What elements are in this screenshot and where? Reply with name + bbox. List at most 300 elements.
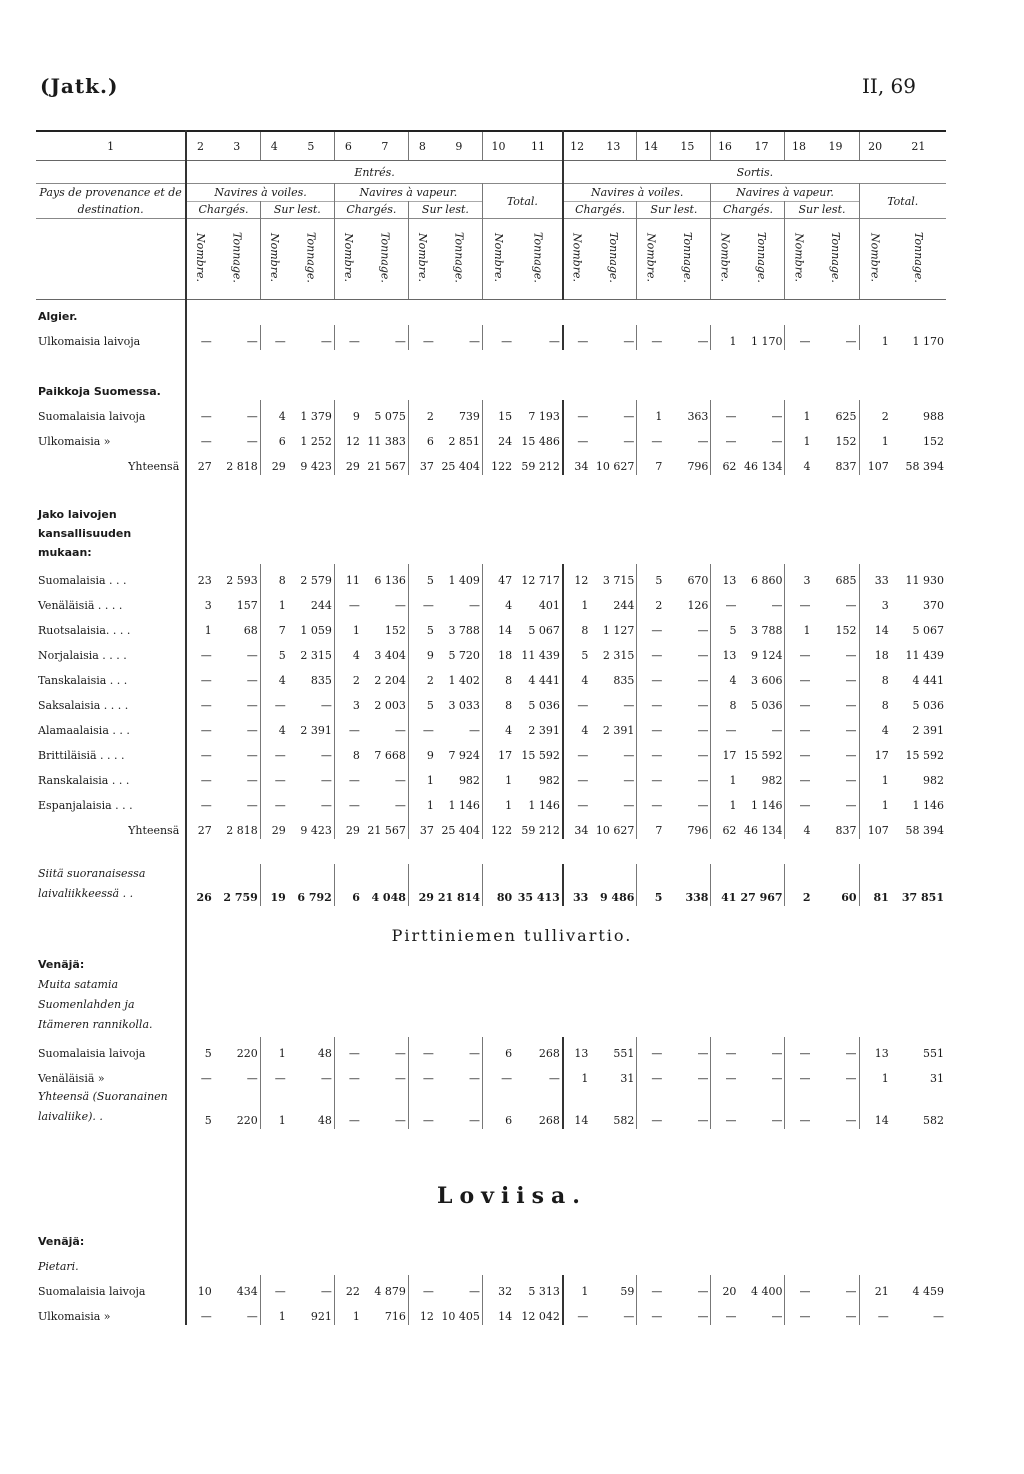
spacer-row xyxy=(36,475,946,500)
tonnage-header xyxy=(891,219,946,300)
table-row xyxy=(36,789,946,814)
cell-value: — xyxy=(812,1300,859,1325)
cell-value: — xyxy=(288,739,335,764)
cell-value: 17 xyxy=(498,749,513,762)
row-label: Ulkomaisia » xyxy=(36,425,186,450)
cell-value: 685 xyxy=(812,564,859,589)
cell-value: 48 xyxy=(288,1087,335,1129)
cell-value: 921 xyxy=(288,1300,335,1325)
cell-value: — xyxy=(348,599,360,612)
cell-value: — xyxy=(200,410,212,423)
column-number: 10 xyxy=(482,131,514,161)
cell-value: — xyxy=(274,774,286,787)
cell-value: — xyxy=(501,1072,513,1085)
cell-value: — xyxy=(725,435,737,448)
cell-value: 1 127 xyxy=(590,614,637,639)
cell-value: 3 033 xyxy=(436,689,483,714)
cell-value: 4 048 xyxy=(362,864,409,906)
column-number: 17 xyxy=(738,131,785,161)
cell-value: 10 405 xyxy=(436,1300,483,1325)
cell-value: — xyxy=(200,674,212,687)
cell-value: 2 391 xyxy=(912,724,944,737)
cell-value: 80 xyxy=(496,891,513,904)
cell-value: — xyxy=(725,1072,737,1085)
cell-value: — xyxy=(501,335,513,348)
cell-value: — xyxy=(651,435,663,448)
cell-value: — xyxy=(812,739,859,764)
tonnage-header xyxy=(214,219,261,300)
column-number: 2 xyxy=(186,131,214,161)
cell-value: — xyxy=(422,599,434,612)
tonnage-header xyxy=(664,219,711,300)
cell-value: 9 423 xyxy=(288,450,335,475)
surlest-label: Sur lest. xyxy=(408,201,482,219)
nombre-label: Nombre. xyxy=(718,233,732,282)
cell-value: 670 xyxy=(664,564,711,589)
cell-value: 796 xyxy=(664,450,711,475)
cell-value: 8 xyxy=(581,624,589,637)
table-row xyxy=(36,689,946,714)
table-row xyxy=(36,1062,946,1087)
cell-value: 6 xyxy=(505,1114,513,1127)
cell-value: 6 xyxy=(352,891,360,904)
cell-value: 4 xyxy=(581,724,589,737)
cell-value: — xyxy=(590,689,637,714)
cell-value: 982 xyxy=(738,764,785,789)
cell-value: — xyxy=(200,649,212,662)
cell-value: 7 193 xyxy=(514,400,563,425)
column-number: 19 xyxy=(812,131,859,161)
column-number: 12 xyxy=(563,131,591,161)
entres-total: Total. xyxy=(482,184,562,219)
cell-value: 19 xyxy=(270,891,286,904)
cell-value: — xyxy=(200,435,212,448)
cell-value: 1 xyxy=(204,624,212,637)
cell-value: — xyxy=(725,724,737,737)
cell-value: 6 136 xyxy=(362,564,409,589)
cell-value: 582 xyxy=(590,1087,637,1129)
cell-value: — xyxy=(799,1285,811,1298)
cell-value: — xyxy=(200,335,212,348)
cell-value: 5 036 xyxy=(738,689,785,714)
cell-value: — xyxy=(422,1072,434,1085)
cell-value: 2 204 xyxy=(362,664,409,689)
nombre-header xyxy=(637,219,665,300)
cell-value: 1 xyxy=(426,799,434,812)
cell-value: — xyxy=(799,724,811,737)
cell-value: — xyxy=(664,639,711,664)
cell-value: 152 xyxy=(923,435,944,448)
cell-value: 1 xyxy=(581,1072,589,1085)
cell-value: — xyxy=(577,435,589,448)
cell-value: — xyxy=(422,1047,434,1060)
cell-value: 1 xyxy=(803,624,811,637)
cell-value: 1 xyxy=(426,774,434,787)
nombre-label: Nombre. xyxy=(194,233,207,282)
cell-value: 1 xyxy=(729,799,737,812)
cell-value: — xyxy=(664,664,711,689)
cell-value: 363 xyxy=(664,400,711,425)
cell-value: 1 146 xyxy=(738,789,785,814)
loviisa-title: Loviisa. xyxy=(437,1183,587,1209)
table-row xyxy=(36,714,946,739)
cell-value: 551 xyxy=(923,1047,944,1060)
cell-value: 58 394 xyxy=(905,460,944,473)
nombre-label: Nombre. xyxy=(792,233,806,282)
cell-value: 982 xyxy=(436,764,483,789)
cell-value: — xyxy=(799,674,811,687)
cell-value: 7 924 xyxy=(436,739,483,764)
cell-value: — xyxy=(799,1047,811,1060)
row-label: Brittiläisiä . . . . xyxy=(36,739,186,764)
cell-value: 11 xyxy=(345,574,360,587)
cell-value: — xyxy=(288,1275,335,1300)
column-number: 14 xyxy=(637,131,665,161)
cell-value: 9 423 xyxy=(288,814,335,839)
cell-value: 1 xyxy=(505,774,513,787)
cell-value: — xyxy=(738,1087,785,1129)
nombre-header xyxy=(482,219,514,300)
cell-value: 11 439 xyxy=(905,649,944,662)
cell-value: — xyxy=(664,1275,711,1300)
cell-value: 8 xyxy=(505,674,513,687)
cell-value: 5 313 xyxy=(514,1275,563,1300)
cell-value: — xyxy=(214,789,261,814)
row-label: Yhteensä xyxy=(36,814,186,839)
cell-value: 4 xyxy=(278,674,286,687)
cell-value: 1 379 xyxy=(288,400,335,425)
cell-value: — xyxy=(651,335,663,348)
cell-value: 6 860 xyxy=(738,564,785,589)
column-number: 8 xyxy=(408,131,436,161)
nombre-label: Nombre. xyxy=(570,233,584,282)
cell-value: — xyxy=(799,799,811,812)
cell-value: 12 xyxy=(345,435,360,448)
cell-value: 107 xyxy=(867,460,889,473)
cell-value: 7 xyxy=(655,824,663,837)
cell-value: 27 xyxy=(197,824,212,837)
cell-value: — xyxy=(664,764,711,789)
cell-value: 6 xyxy=(505,1047,513,1060)
cell-value: — xyxy=(214,325,261,350)
cell-value: — xyxy=(725,599,737,612)
cell-value: 152 xyxy=(812,614,859,639)
cell-value: — xyxy=(200,774,212,787)
cell-value: — xyxy=(799,699,811,712)
cell-value: 62 xyxy=(722,460,737,473)
cell-value: 1 xyxy=(352,624,360,637)
cell-value: 2 003 xyxy=(362,689,409,714)
cell-value: — xyxy=(651,799,663,812)
cell-value: 3 715 xyxy=(590,564,637,589)
cell-value: 25 404 xyxy=(436,450,483,475)
cell-value: 4 xyxy=(581,674,589,687)
cell-value: 2 818 xyxy=(214,814,261,839)
cell-value: 5 xyxy=(426,574,434,587)
cell-value: — xyxy=(422,1285,434,1298)
cell-value: 2 315 xyxy=(590,639,637,664)
cell-value: — xyxy=(436,1037,483,1062)
cell-value: — xyxy=(577,774,589,787)
cell-value: 837 xyxy=(812,450,859,475)
cell-value: — xyxy=(214,664,261,689)
cell-value: 8 xyxy=(881,674,889,687)
cell-value: 18 xyxy=(874,649,889,662)
table-row xyxy=(36,564,946,589)
cell-value: — xyxy=(812,1275,859,1300)
cell-value: 22 xyxy=(345,1285,360,1298)
cell-value: — xyxy=(799,335,811,348)
cell-value: 152 xyxy=(812,425,859,450)
sortis-voiles: Navires à voiles. xyxy=(563,184,711,202)
cell-value: 1 170 xyxy=(738,325,785,350)
nombre-header xyxy=(563,219,591,300)
section-paikkoja: Paikkoja Suomessa. xyxy=(36,375,946,400)
cell-value: — xyxy=(288,1062,335,1087)
cell-value: — xyxy=(348,335,360,348)
cell-value: — xyxy=(200,1072,212,1085)
cell-value: — xyxy=(288,325,335,350)
cell-value: 21 814 xyxy=(436,864,483,906)
cell-value: 1 146 xyxy=(514,789,563,814)
table-row xyxy=(36,764,946,789)
cell-value: 37 851 xyxy=(901,891,944,904)
cell-value: 1 xyxy=(278,599,286,612)
cell-value: 370 xyxy=(923,599,944,612)
sortis-total: Total. xyxy=(859,184,946,219)
cell-value: — xyxy=(651,749,663,762)
cell-value: — xyxy=(812,639,859,664)
cell-value: 13 xyxy=(574,1047,589,1060)
cell-value: 982 xyxy=(923,774,944,787)
row-label: Norjalaisia . . . . xyxy=(36,639,186,664)
charges-label: Chargés. xyxy=(186,201,260,219)
cell-value: 9 xyxy=(426,649,434,662)
cell-value: — xyxy=(738,425,785,450)
cell-value: — xyxy=(348,724,360,737)
cell-value: 716 xyxy=(362,1300,409,1325)
cell-value: 2 579 xyxy=(288,564,335,589)
tonnage-label: Tonnage. xyxy=(911,232,925,283)
cell-value: — xyxy=(577,699,589,712)
cell-value: 5 xyxy=(426,699,434,712)
cell-value: 5 067 xyxy=(912,624,944,637)
nombre-label: Nombre. xyxy=(868,233,882,282)
cell-value: — xyxy=(577,1310,589,1323)
cell-value: — xyxy=(799,649,811,662)
sortis-header: Sortis. xyxy=(736,165,774,179)
row-label: Espanjalaisia . . . xyxy=(36,789,186,814)
cell-value: 835 xyxy=(288,664,335,689)
cell-value: — xyxy=(799,1114,811,1127)
cell-value: 5 xyxy=(581,649,589,662)
row-label: Saksalaisia . . . . xyxy=(36,689,186,714)
cell-value: — xyxy=(274,749,286,762)
row-label: Tanskalaisia . . . xyxy=(36,664,186,689)
cell-value: — xyxy=(651,724,663,737)
cell-value: 9 486 xyxy=(590,864,637,906)
cell-value: — xyxy=(812,325,859,350)
cell-value: — xyxy=(738,589,785,614)
cell-value: — xyxy=(362,1062,409,1087)
cell-value: 14 xyxy=(574,1114,589,1127)
cell-value: 2 315 xyxy=(288,639,335,664)
cell-value: 46 134 xyxy=(738,814,785,839)
cell-value: 14 xyxy=(874,1114,889,1127)
charges-label: Chargés. xyxy=(563,201,637,219)
nombre-tonnage-row xyxy=(36,219,946,300)
cell-value: 4 xyxy=(505,599,513,612)
cell-value: — xyxy=(738,714,785,739)
cell-value: 1 xyxy=(881,1072,889,1085)
entres-vapeur: Navires à vapeur. xyxy=(334,184,482,202)
row-label: Ulkomaisia » xyxy=(36,1300,186,1325)
cell-value: — xyxy=(738,1300,785,1325)
tonnage-label: Tonnage. xyxy=(531,232,545,283)
cell-value: 1 xyxy=(581,599,589,612)
column-number: 1 xyxy=(36,131,186,161)
cell-value: — xyxy=(577,410,589,423)
cell-value: 5 xyxy=(729,624,737,637)
cell-value: 4 441 xyxy=(912,674,944,687)
cell-value: — xyxy=(799,774,811,787)
cell-value: 7 xyxy=(655,460,663,473)
cell-value: 2 xyxy=(881,410,889,423)
cell-value: — xyxy=(799,1072,811,1085)
cell-value: 5 xyxy=(654,891,663,904)
tonnage-header xyxy=(362,219,409,300)
row-label: Ranskalaisia . . . xyxy=(36,764,186,789)
tonnage-label: Tonnage. xyxy=(829,232,842,283)
nombre-header xyxy=(186,219,214,300)
row-label: Venäläisiä » xyxy=(36,1062,186,1087)
cell-value: 68 xyxy=(214,614,261,639)
cell-value: — xyxy=(214,1300,261,1325)
cell-value: 4 459 xyxy=(912,1285,944,1298)
cell-value: — xyxy=(577,335,589,348)
cell-value: 2 xyxy=(802,891,811,904)
cell-value: 5 xyxy=(655,574,663,587)
cell-value: — xyxy=(738,400,785,425)
row-label: Ulkomaisia laivoja xyxy=(36,325,186,350)
table-row xyxy=(36,639,946,664)
column-number: 4 xyxy=(260,131,288,161)
cell-value: — xyxy=(214,425,261,450)
cell-value: — xyxy=(436,714,483,739)
cell-value: — xyxy=(590,400,637,425)
cell-value: 2 xyxy=(426,674,434,687)
tonnage-label: Tonnage. xyxy=(754,232,768,283)
nombre-header xyxy=(334,219,362,300)
cell-value: — xyxy=(664,425,711,450)
cell-value: 59 212 xyxy=(514,814,563,839)
nombre-header xyxy=(711,219,739,300)
cell-value: 31 xyxy=(930,1072,944,1085)
table-row xyxy=(36,400,946,425)
cell-value: 8 xyxy=(352,749,360,762)
cell-value: 1 146 xyxy=(912,799,944,812)
cell-value: 10 627 xyxy=(590,814,637,839)
cell-value: — xyxy=(348,1114,360,1127)
cell-value: — xyxy=(812,1087,859,1129)
cell-value: — xyxy=(812,589,859,614)
cell-value: 1 409 xyxy=(436,564,483,589)
row-label: Alamaalaisia . . . xyxy=(36,714,186,739)
cell-value: — xyxy=(590,1300,637,1325)
pays-label: Pays de provenance et de destination. xyxy=(36,184,186,219)
cell-value: — xyxy=(422,1114,434,1127)
cell-value: 13 xyxy=(722,574,737,587)
cell-value: 1 xyxy=(803,410,811,423)
cell-value: — xyxy=(664,789,711,814)
cell-value: 34 xyxy=(574,824,589,837)
cell-value: 2 xyxy=(352,674,360,687)
cell-value: — xyxy=(664,1087,711,1129)
cell-value: 4 xyxy=(352,649,360,662)
row-label: Suomalaisia laivoja xyxy=(36,1275,186,1300)
sortis-vapeur: Navires à vapeur. xyxy=(711,184,859,202)
tonnage-label: Tonnage. xyxy=(230,232,244,283)
nombre-label: Nombre. xyxy=(415,233,429,282)
cell-value: 1 xyxy=(278,1114,286,1127)
cell-value: — xyxy=(362,1087,409,1129)
cell-value: — xyxy=(590,764,637,789)
column-number: 21 xyxy=(891,131,946,161)
cell-value: — xyxy=(274,335,286,348)
cell-value: 988 xyxy=(923,410,944,423)
row-label: Yhteensä (Suoranainen laivaliike). . xyxy=(36,1087,186,1129)
tonnage-header xyxy=(738,219,785,300)
nombre-label: Nombre. xyxy=(644,233,658,282)
cell-value: 48 xyxy=(288,1037,335,1062)
cell-value: 3 788 xyxy=(436,614,483,639)
cell-value: 2 xyxy=(426,410,434,423)
cell-value: 62 xyxy=(722,824,737,837)
cell-value: 122 xyxy=(491,824,513,837)
cell-value: 59 xyxy=(590,1275,637,1300)
cell-value: 11 383 xyxy=(362,425,409,450)
cell-value: — xyxy=(288,689,335,714)
row-label: Ruotsalaisia. . . . xyxy=(36,614,186,639)
cell-value: — xyxy=(799,1310,811,1323)
cell-value: — xyxy=(362,325,409,350)
cell-value: 551 xyxy=(590,1037,637,1062)
cell-value: — xyxy=(812,1037,859,1062)
cell-value: 2 xyxy=(655,599,663,612)
cell-value: — xyxy=(288,764,335,789)
cell-value: — xyxy=(200,724,212,737)
cell-value: — xyxy=(812,714,859,739)
cell-value: 29 xyxy=(418,891,434,904)
cell-value: — xyxy=(348,799,360,812)
column-number: 20 xyxy=(859,131,891,161)
charges-label: Chargés. xyxy=(334,201,408,219)
cell-value: — xyxy=(362,714,409,739)
cell-value: — xyxy=(577,749,589,762)
cell-value: — xyxy=(436,1275,483,1300)
cell-value: — xyxy=(664,714,711,739)
cell-value: 2 593 xyxy=(214,564,261,589)
cell-value: — xyxy=(348,1072,360,1085)
cell-value: 982 xyxy=(514,764,563,789)
column-number: 15 xyxy=(664,131,711,161)
cell-value: — xyxy=(362,764,409,789)
cell-value: — xyxy=(664,325,711,350)
cell-value: 12 xyxy=(574,574,589,587)
cell-value: 4 xyxy=(278,724,286,737)
cell-value: — xyxy=(651,1072,663,1085)
cell-value: 4 879 xyxy=(362,1275,409,1300)
